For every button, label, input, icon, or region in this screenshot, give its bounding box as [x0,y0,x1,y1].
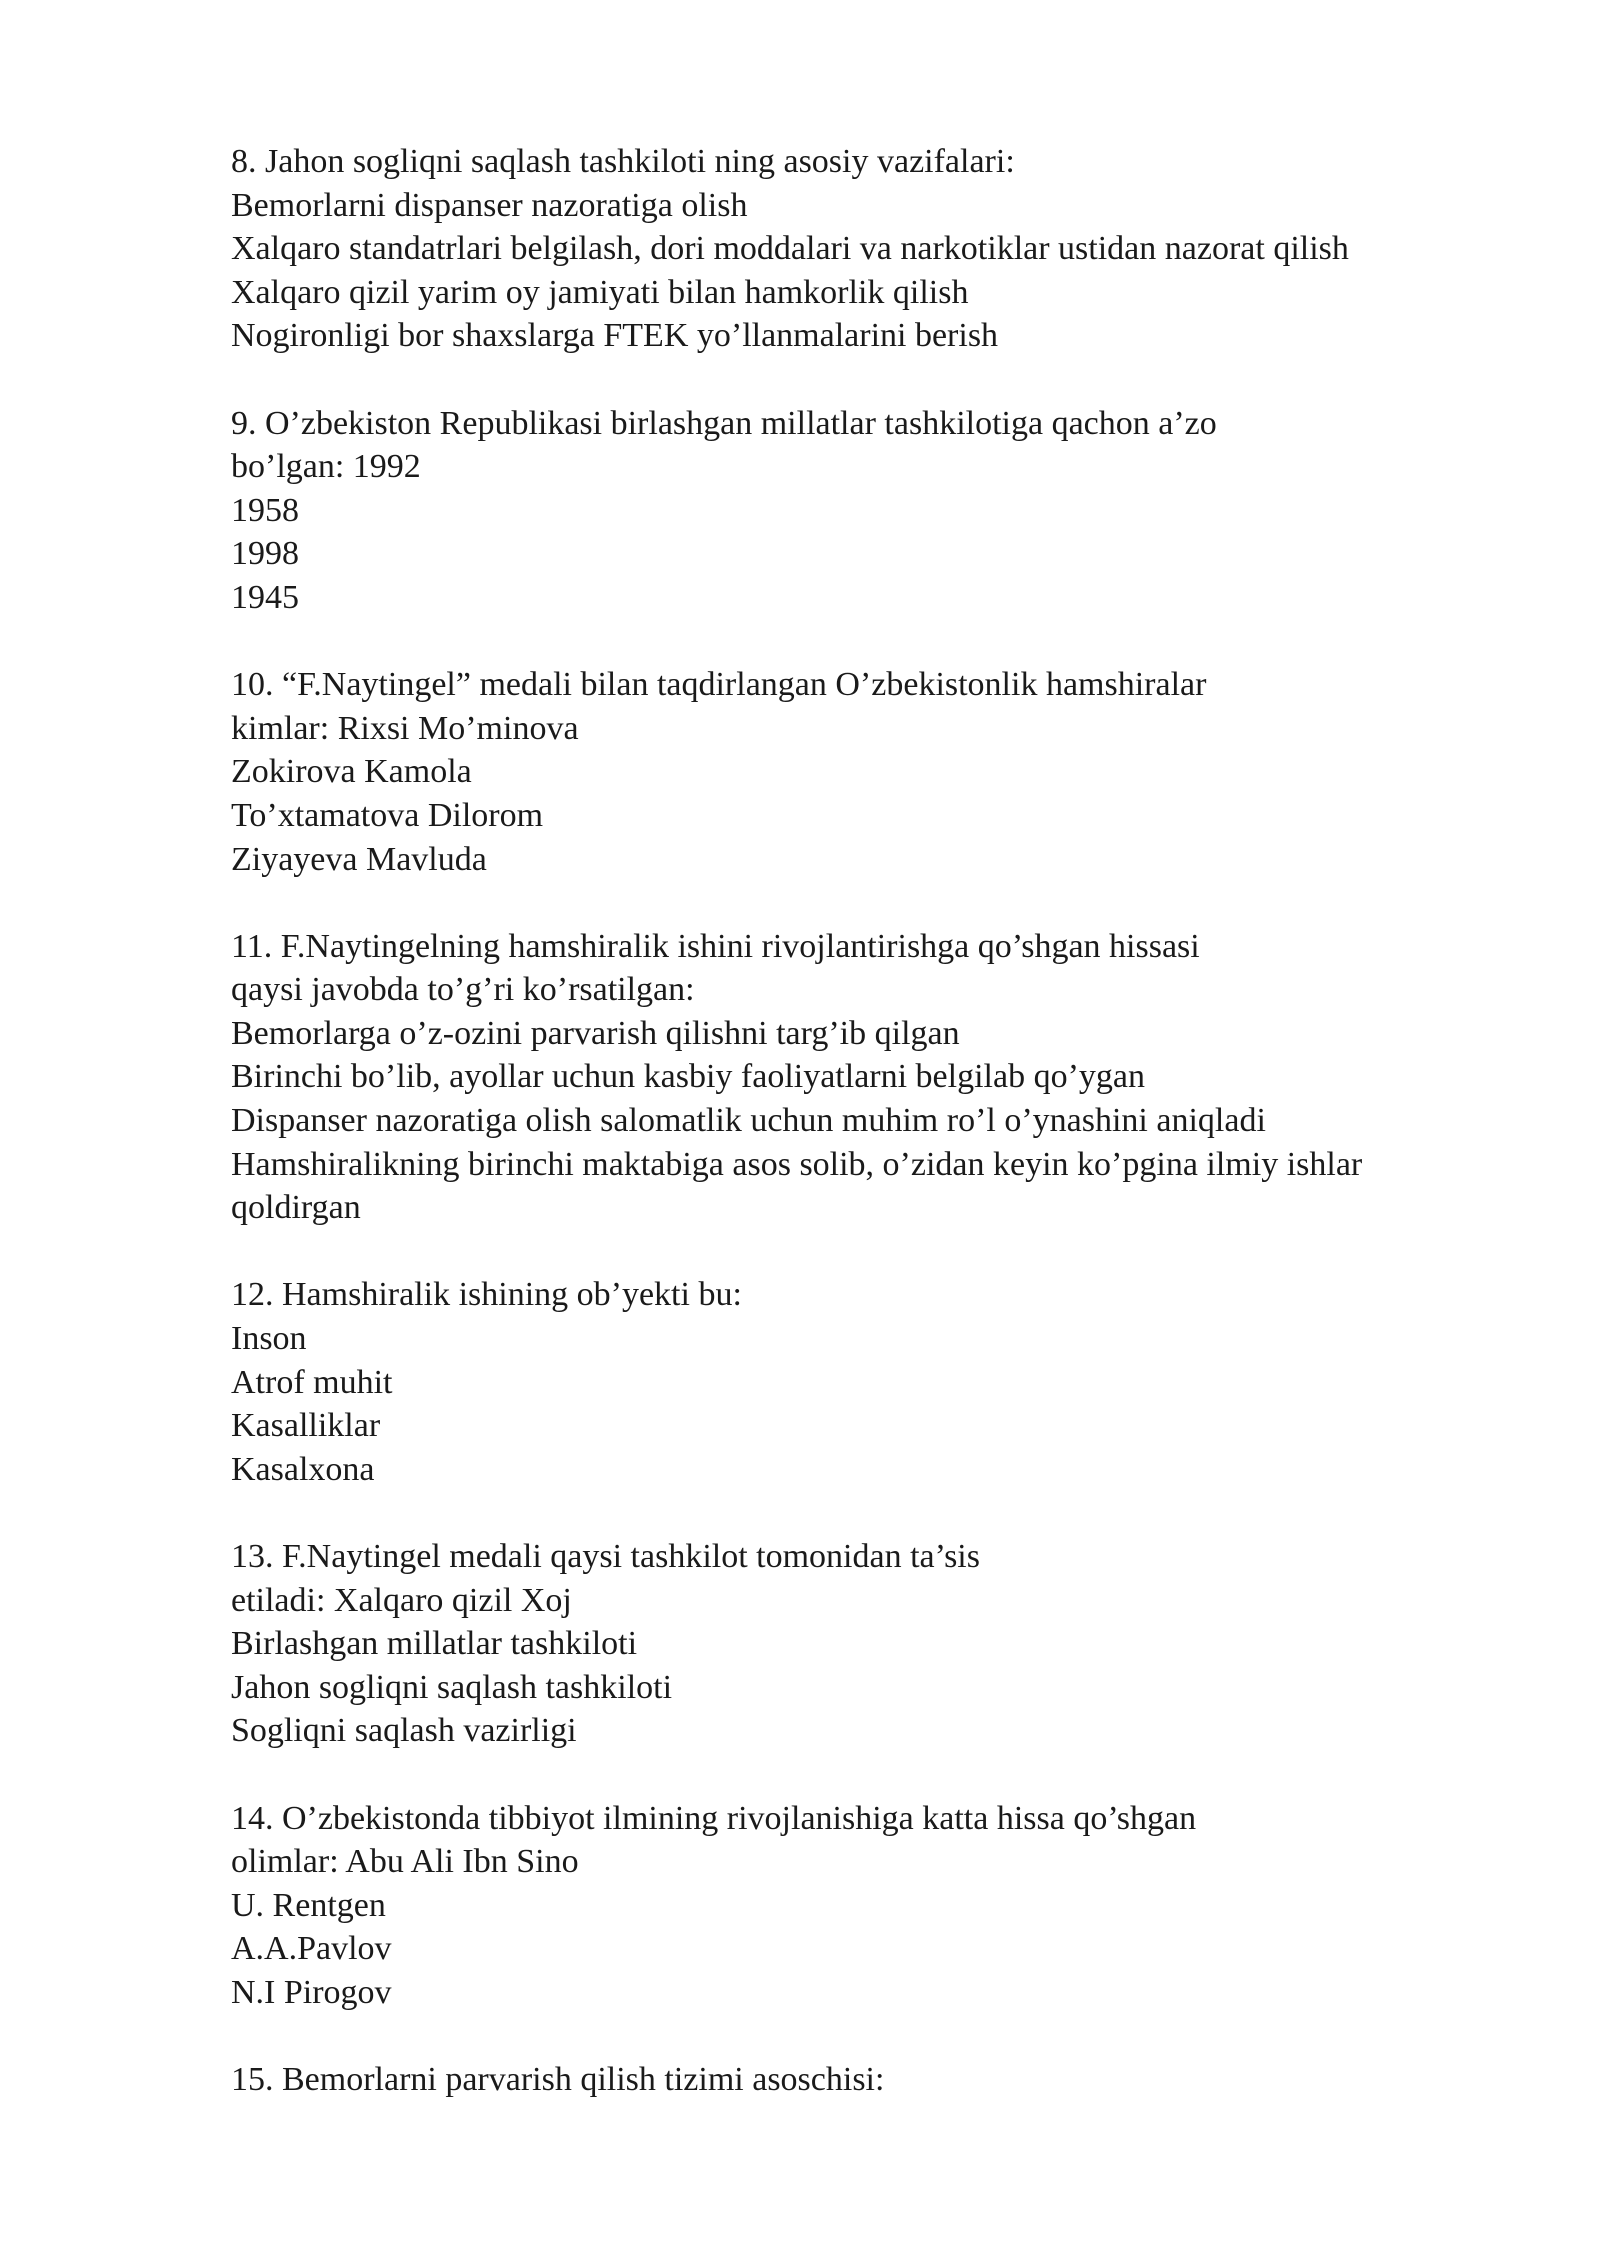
question-text: 8. Jahon sogliqni saqlash tashkiloti ning asosiy vazifalari: [231,143,1015,180]
answer-option: Dispanser nazoratiga olish salomatlik uchun muhim ro’l o’ynashini aniqladi [231,1102,1266,1140]
question-8 [231,140,1561,358]
question-text: 10. “F.Naytingel” medali bilan taqdirlangan O’zbekistonlik hamshiralar [231,666,1207,704]
question-text: 9. O’zbekiston Republikasi birlashgan millatlar tashkilotiga qachon a’zo [231,404,1217,442]
question-text-continued: bo’lgan: 1992 [231,448,421,486]
answer-option: N.I Pirogov [231,1973,392,2011]
answer-option: Nogironligi bor shaxslarga FTEK yo’llanmalarini berish [231,317,999,355]
answer-option: Sogliqni saqlash vazirligi [231,1712,577,1750]
answer-option: A.A.Pavlov [231,1930,392,1968]
answer-option: Birlashgan millatlar tashkiloti [231,1625,638,1663]
question-14 [231,1797,1561,2015]
answer-option: Xalqaro standatrlari belgilash, dori moddalari va narkotiklar ustidan nazorat qilish [231,230,1349,268]
question-10 [231,663,1561,881]
answer-option: 1998 [231,535,299,573]
answer-option: Ziyayeva Mavluda [231,840,487,878]
question-text-continued: qaysi javobda to’g’ri ko’rsatilgan: [231,971,695,1009]
question-text: 14. O’zbekistonda tibbiyot ilmining rivojlanishiga katta hissa qo’shgan [231,1799,1197,1837]
answer-option: Zokirova Kamola [231,753,472,791]
answer-option: Inson [231,1320,307,1358]
answer-option: Bemorlarni dispanser nazoratiga olish [231,186,748,224]
answer-option: Kasalliklar [231,1407,381,1445]
question-15 [231,2058,1561,2102]
question-text-continued: etiladi: Xalqaro qizil Xoj [231,1581,572,1619]
question-11 [231,925,1561,1230]
document-content [231,140,1561,2145]
answer-option: Atrof muhit [231,1363,393,1401]
answer-option: 1958 [231,491,299,529]
answer-option: Jahon sogliqni saqlash tashkiloti [231,1668,673,1706]
answer-option: Xalqaro qizil yarim oy jamiyati bilan hamkorlik qilish [231,273,969,311]
question-text: 13. F.Naytingel medali qaysi tashkilot tomonidan ta’sis [231,1538,980,1575]
answer-option: 1945 [231,578,299,616]
answer-option: Hamshiralikning birinchi maktabiga asos solib, o’zidan keyin ko’pgina ilmiy ishlar [231,1145,1363,1183]
answer-option: To’xtamatova Dilorom [231,796,544,834]
question-text-continued: kimlar: Rixsi Mo’minova [231,709,579,747]
answer-option: Bemorlarga o’z-ozini parvarish qilishni targ’ib qilgan [231,1014,960,1052]
question-text: 12. Hamshiralik ishining ob’yekti bu: [231,1276,742,1314]
answer-option: Birinchi bo’lib, ayollar uchun kasbiy faoliyatlarni belgilab qo’ygan [231,1058,1145,1096]
answer-option: Kasalxona [231,1450,375,1488]
question-text-continued: olimlar: Abu Ali Ibn Sino [231,1843,579,1881]
question-12 [231,1273,1561,1491]
answer-option: U. Rentgen [231,1886,386,1924]
answer-option-continued: qoldirgan [231,1189,361,1227]
question-text: 11. F.Naytingelning hamshiralik ishini rivojlantirishga qo’shgan hissasi [231,927,1200,965]
question-13 [231,1535,1561,1753]
question-9 [231,402,1561,620]
question-text: 15. Bemorlarni parvarish qilish tizimi asoschisi: [231,2061,885,2099]
